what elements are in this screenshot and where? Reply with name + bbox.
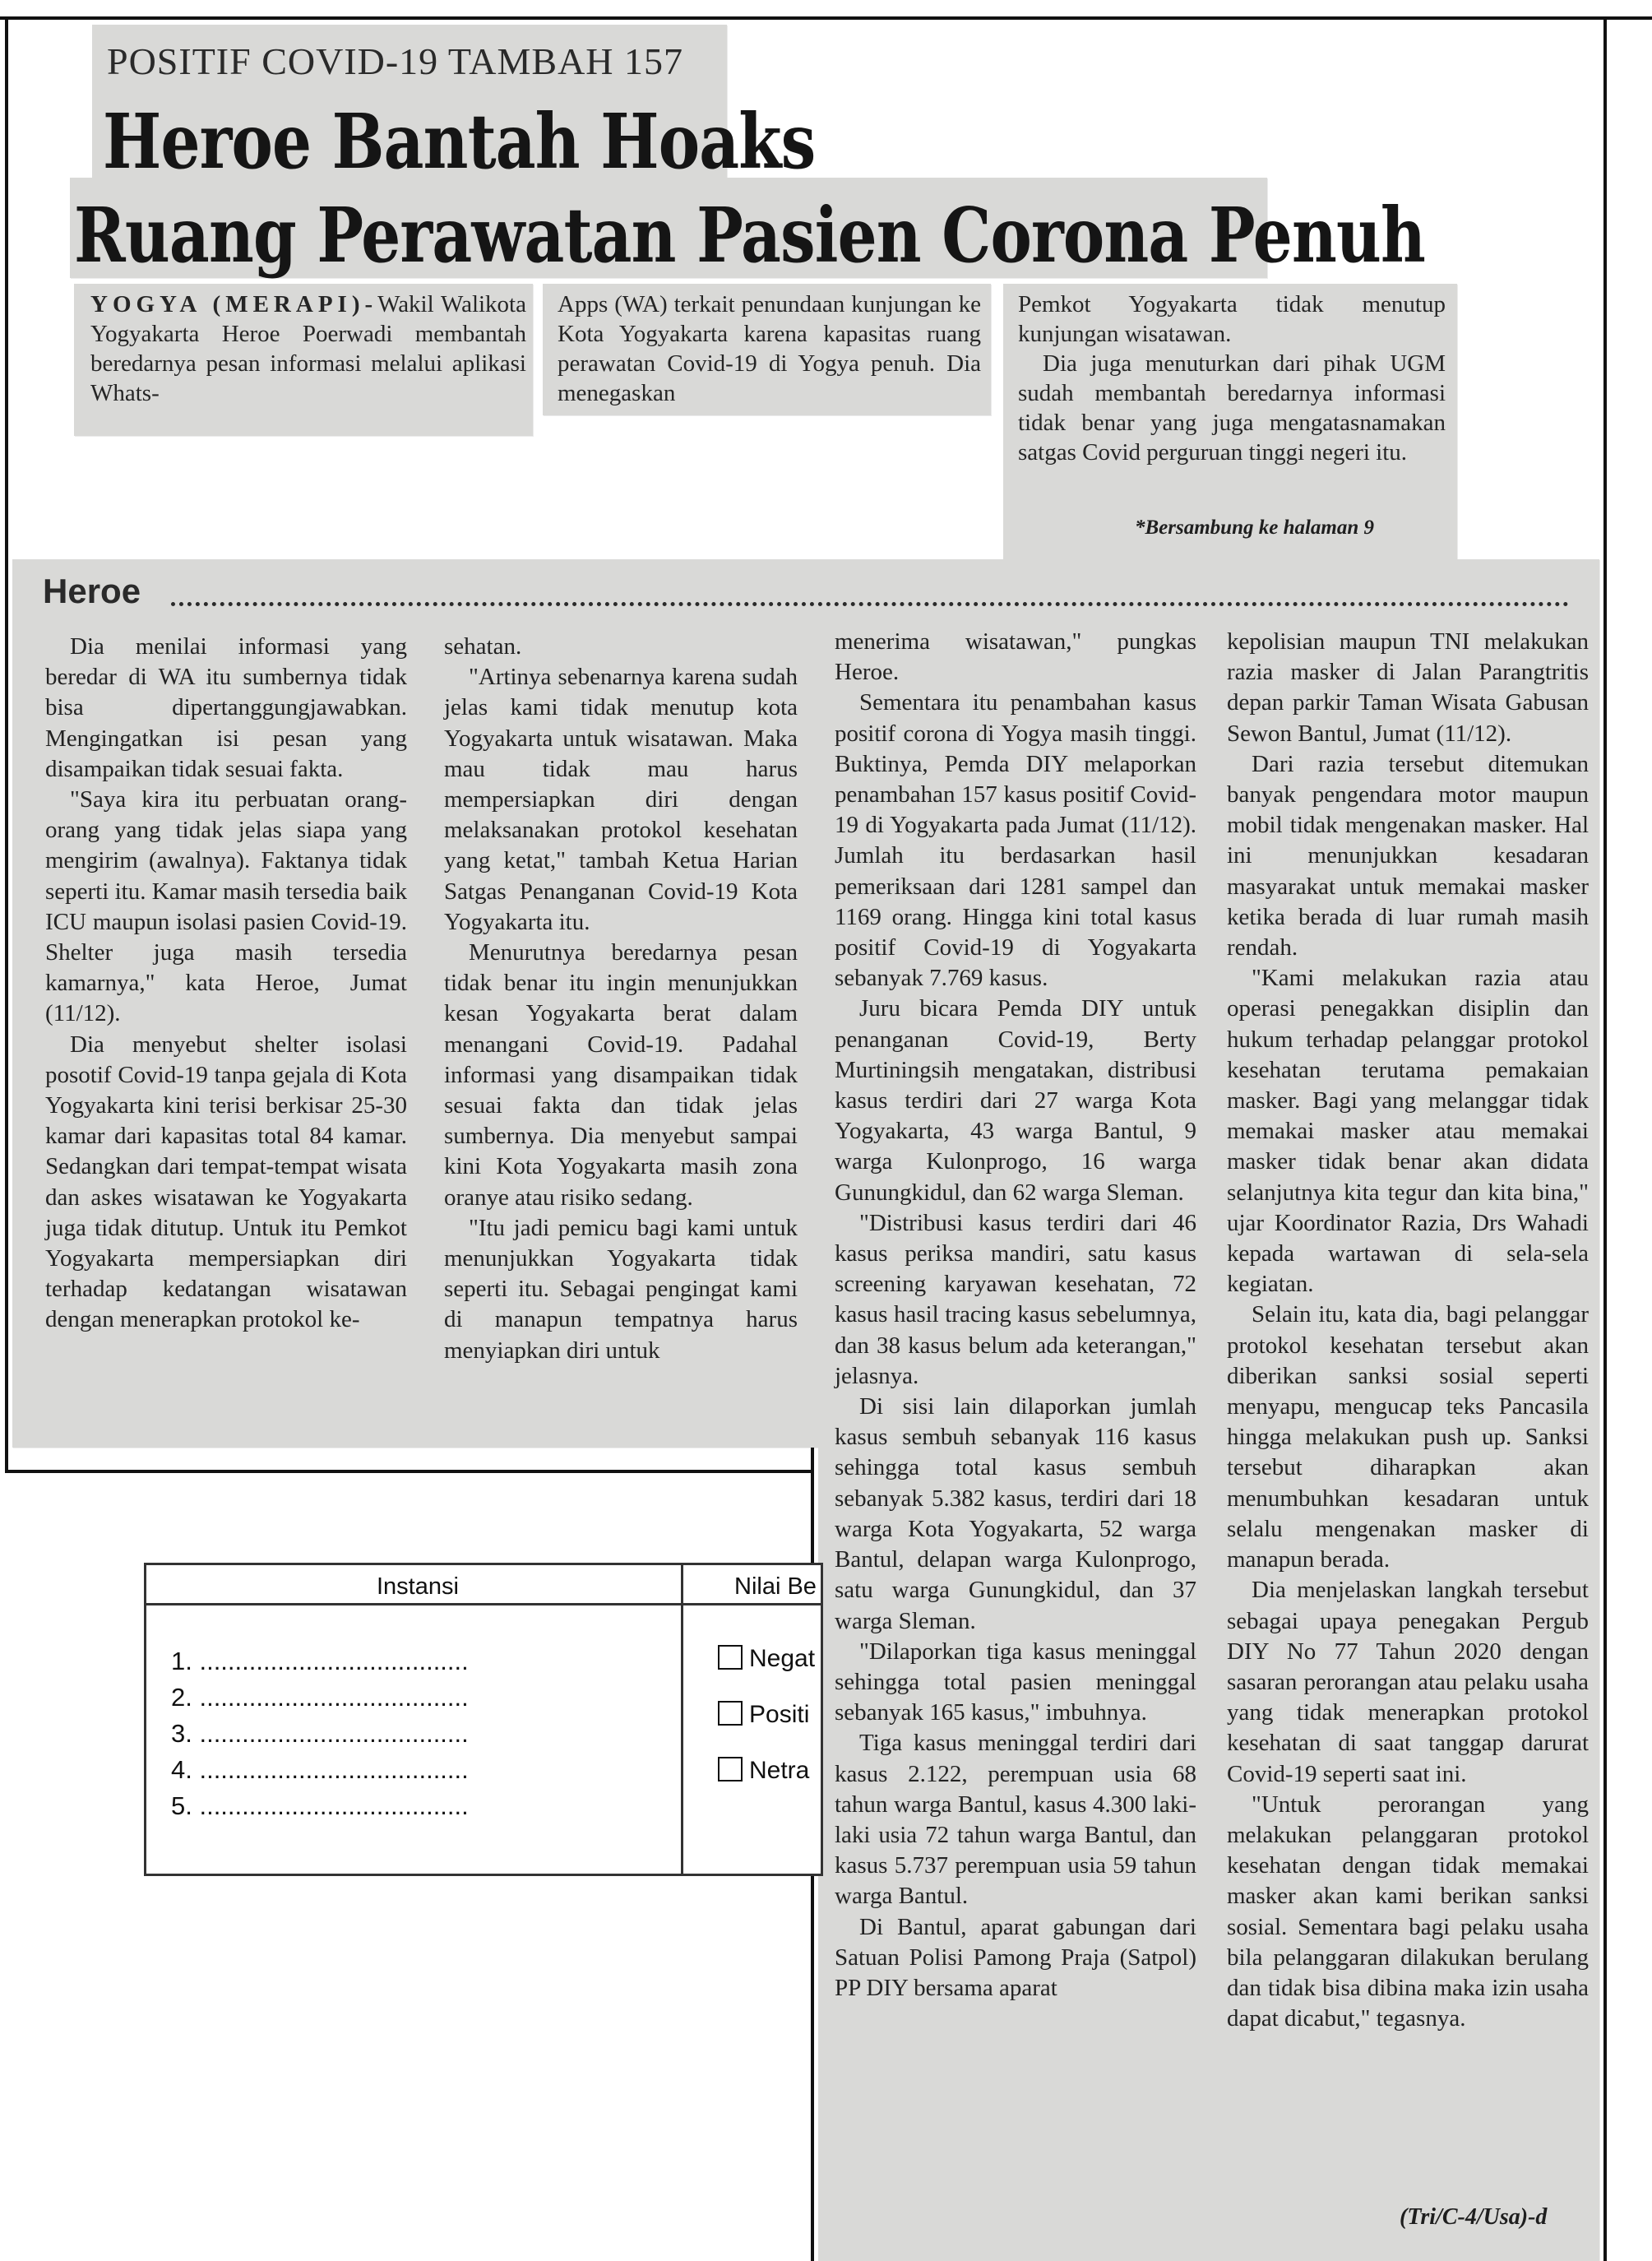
form-row[interactable]: 3. ...................................... bbox=[171, 1719, 469, 1748]
form-institution-list bbox=[171, 1643, 469, 1824]
lead-text-3a: Pemkot Yogyakarta tidak menutup kunjungan wisatawan. bbox=[1018, 291, 1446, 347]
lead-text-2: Apps (WA) terkait penundaan kunjungan ke Kota Yogyakarta karena kapasitas ruang perawatan Covid-19 di Yogya penuh. Dia menegaskan bbox=[558, 291, 981, 406]
option-negative[interactable] bbox=[718, 1631, 815, 1687]
paragraph: Selain itu, kata dia, bagi pelanggar protokol kesehatan tersebut akan diberikan sanksi sosial seperti menyapu, mengucap teks Pancasila hingga melakukan push up. Sanksi tersebut diharapkan akan menumbuhkan kesadaran untuk selalu mengenakan masker di manapun berada. bbox=[1227, 1301, 1589, 1573]
checkbox-icon[interactable] bbox=[718, 1701, 743, 1726]
paragraph: "Artinya sebenarnya karena sudah jelas kami tidak menutup kota Yogyakarta untuk wisatawan. Maka mau tidak mau harus mempersiapkan diri dengan melaksanakan protokol kesehatan yang ketat," tambah Ketua Harian Satgas Penanganan Covid-19 Kota Yogyakarta itu. bbox=[444, 664, 798, 935]
frame-left-line bbox=[5, 16, 8, 1472]
paragraph: sehatan. bbox=[444, 633, 522, 660]
paragraph: Menurutnya beredarnya pesan tidak benar itu ingin menunjukkan kesan Yogyakarta berat dalam menangani Covid-19. Padahal informasi yang disampaikan tidak sesuai fakta dan tidak jelas sumbernya. Dia menyebut sampai kini Kota Yogyakarta masih zona oranye atau risiko sedang. bbox=[444, 939, 798, 1211]
frame-top-line bbox=[0, 16, 1652, 20]
paragraph: Di Bantul, aparat gabungan dari Satuan Polisi Pamong Praja (Satpol) PP DIY bersama aparat bbox=[835, 1913, 1196, 2001]
paragraph: Dari razia tersebut ditemukan banyak pengendara motor maupun mobil tidak mengenakan masker. Hal ini menunjukkan kesadaran masyarakat untuk memakai masker ketika berada di luar rumah masih rendah. bbox=[1227, 750, 1589, 961]
paragraph: Dia menilai informasi yang beredar di WA itu sumbernya tidak bisa dipertanggungjawabkan. Mengingatkan isi pesan yang disampaikan tidak sesuai fakta. bbox=[45, 633, 407, 782]
lead-column-3 bbox=[1018, 290, 1446, 467]
paragraph: kepolisian maupun TNI melakukan razia masker di Jalan Parangtritis depan parkir Taman Wisata Gabusan Sewon Bantul, Jumat (11/12). bbox=[1227, 628, 1589, 747]
headline-line-2: Ruang Perawatan Pasien Corona Penuh bbox=[74, 191, 1426, 280]
body-column-4 bbox=[1227, 627, 1589, 2034]
lead-text-3b: Dia juga menuturkan dari pihak UGM sudah membantah beredarnya informasi tidak benar yang juga mengatasnamakan satgas Covid perguruan tinggi negeri itu. bbox=[1018, 350, 1446, 466]
paragraph: "Kami melakukan razia atau operasi penegakkan disiplin dan hukum terhadap pelanggar protokol kesehatan terutama pemakaian masker. Bagi yang melanggar tidak memakai masker atau memakai masker tidak benar akan didata selanjutnya kita tegur dan kita bina," ujar Koordinator Razia, Drs Wahadi kepada wartawan di sela-sela kegiatan. bbox=[1227, 965, 1589, 1298]
body-column-3 bbox=[835, 627, 1196, 2004]
form-options bbox=[718, 1631, 815, 1799]
paragraph: Dia menyebut shelter isolasi posotif Covid-19 tanpa gejala di Kota Yogyakarta kini terisi berkisar 25-30 kamar dari kapasitas total 84 kamar. Sedangkan dari tempat-tempat wisata dan askes wisatawan ke Yogyakarta juga tidak ditutup. Untuk itu Pemkot Yogyakarta mempersiapkan diri terhadap kedatangan wisatawan dengan menerapkan protokol ke- bbox=[45, 1031, 407, 1333]
paragraph: Sementara itu penambahan kasus positif corona di Yogya masih tinggi. Buktinya, Pemda DIY melaporkan penambahan 157 kasus positif Covid-19 di Yogyakarta pada Jumat (11/12). Jumlah itu berdasarkan hasil pemeriksaan dari 1281 sampel dan 1169 orang. Hingga kini total kasus positif Covid-19 di Yogyakarta sebanyak 7.769 kasus. bbox=[835, 689, 1196, 992]
paragraph: Di sisi lain dilaporkan jumlah kasus sembuh sebanyak 116 kasus sehingga total kasus sembuh sebanyak 5.382 kasus, terdiri dari 18 warga Kota Yogyakarta, 52 warga Bantul, delapan warga Kulonprogo, satu warga Gunungkidul, dan 37 warga Sleman. bbox=[835, 1393, 1196, 1634]
form-row[interactable]: 5. ...................................... bbox=[171, 1791, 469, 1820]
form-title: Instansi bbox=[377, 1573, 459, 1600]
checkbox-icon[interactable] bbox=[718, 1645, 743, 1670]
paragraph: "Itu jadi pemicu bagi kami untuk menunjukkan Yogyakarta tidak seperti itu. Sebagai pengingat kami di manapun tempatnya harus menyiapkan diri untuk bbox=[444, 1214, 798, 1364]
form-column-divider bbox=[681, 1565, 683, 1874]
checkbox-icon[interactable] bbox=[718, 1757, 743, 1781]
option-label: Negat bbox=[749, 1645, 816, 1672]
frame-mid-line bbox=[5, 1470, 811, 1473]
frame-right-line bbox=[1603, 16, 1607, 2261]
option-positive[interactable] bbox=[718, 1687, 815, 1743]
body-column-2 bbox=[444, 632, 798, 1366]
paragraph: menerima wisatawan," pungkas Heroe. bbox=[835, 628, 1196, 686]
paragraph: "Saya kira itu perbuatan orang-orang yang tidak jelas siapa yang mengirim (awalnya). Faktanya tidak seperti itu. Kamar masih tersedia baik ICU maupun isolasi pasien Covid-19. Shelter juga masih tersedia kamarnya," kata Heroe, Jumat (11/12). bbox=[45, 786, 407, 1027]
form-row[interactable]: 2. ...................................... bbox=[171, 1683, 469, 1712]
form-row[interactable]: 4. ...................................... bbox=[171, 1755, 469, 1784]
paragraph: Dia menjelaskan langkah tersebut sebagai upaya penegakan Pergub DIY No 77 Tahun 2020 dengan sasaran perorangan atau pelaku usaha yang tidak menerapkan protokol kesehatan di saat tanggap darurat Covid-19 seperti saat ini. bbox=[1227, 1577, 1589, 1787]
continued-note: *Bersambung ke halaman 9 bbox=[1135, 517, 1375, 539]
paragraph: Tiga kasus meninggal terdiri dari kasus 2.122, perempuan usia 68 tahun warga Bantul, kasus 4.300 laki-laki usia 72 tahun warga Bantul, dan kasus 5.737 perempuan usia 59 tahun warga Bantul. bbox=[835, 1730, 1196, 1910]
option-label: Positi bbox=[749, 1701, 810, 1728]
paragraph: "Untuk perorangan yang melakukan pelanggaran protokol kesehatan dengan tidak memakai masker akan kami berikan sanksi sosial. Sementara bagi pelaku usaha bila pelanggaran dilakukan berulang dan tidak bisa dibina maka izin usaha dapat dicabut," tegasnya. bbox=[1227, 1791, 1589, 2032]
form-header-row bbox=[146, 1565, 821, 1605]
paragraph: "Dilaporkan tiga kasus meninggal sehingga total pasien meninggal sebanyak 165 kasus," imbuhnya. bbox=[835, 1638, 1196, 1726]
byline: YOGYA (MERAPI)- bbox=[90, 291, 378, 317]
lead-column-2 bbox=[558, 290, 981, 408]
signoff: (Tri/C-4/Usa)-d bbox=[1400, 2204, 1548, 2230]
headline-line-1: Heroe Bantah Hoaks bbox=[103, 97, 816, 186]
evaluation-form bbox=[144, 1563, 823, 1876]
option-label: Netra bbox=[749, 1757, 810, 1784]
section-dotted-rule bbox=[171, 594, 1569, 606]
paragraph: Juru bicara Pemda DIY untuk penanganan Covid-19, Berty Murtiningsih mengatakan, distribusi kasus terdiri dari 27 warga Kota Yogyakarta, 43 warga Bantul, 9 warga Kulonprogo, 16 warga Gunungkidul, dan 62 warga Sleman. bbox=[835, 995, 1196, 1206]
option-neutral[interactable] bbox=[718, 1743, 815, 1799]
kicker: POSITIF COVID-19 TAMBAH 157 bbox=[107, 40, 684, 82]
paragraph: "Distribusi kasus terdiri dari 46 kasus periksa mandiri, satu kasus screening karyawan kesehatan, 72 kasus hasil tracing kasus sebelumnya, dan 38 kasus belum ada keterangan," jelasnya. bbox=[835, 1209, 1196, 1389]
lead-column-1 bbox=[90, 290, 526, 408]
body-column-1 bbox=[45, 632, 407, 1336]
lead-text-1: Wakil Walikota Yogyakarta Heroe Poerwadi membantah beredarnya pesan informasi melalui aplikasi Whats- bbox=[90, 291, 526, 406]
section-label: Heroe bbox=[43, 572, 141, 610]
form-row[interactable]: 1. ...................................... bbox=[171, 1647, 469, 1675]
form-nilai-label: Nilai Be bbox=[734, 1573, 817, 1600]
